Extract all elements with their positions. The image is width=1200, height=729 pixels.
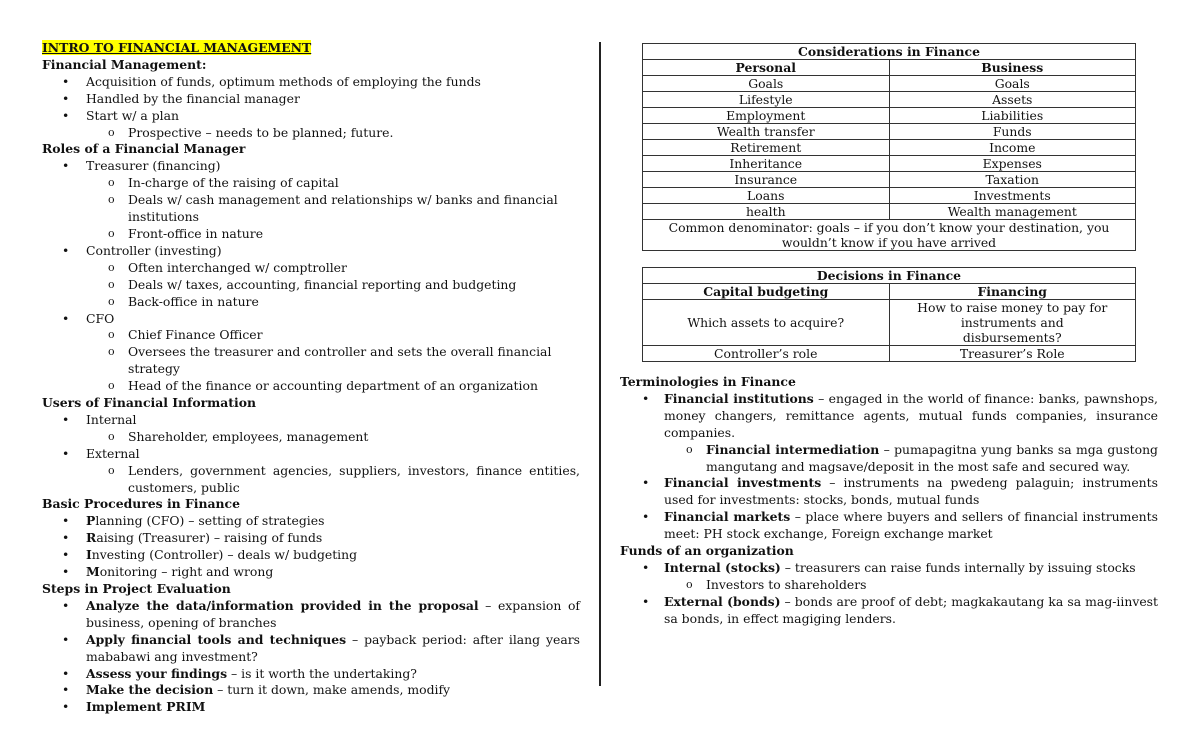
sub-list-item: o Deals w/ cash management and relationships w/ banks and financial institutions (42, 192, 580, 226)
column-divider (599, 42, 601, 686)
terminologies-heading: Terminologies in Finance (620, 374, 796, 389)
sub-list-item: o Head of the finance or accounting department of an organization (42, 378, 580, 395)
step-item: • Assess your findings – is it worth the undertaking? (42, 666, 580, 683)
step-item: • Analyze the data/information provided in the proposal – expansion of business, opening of branches (42, 598, 580, 632)
table-row: Lifestyle Assets (643, 92, 1136, 108)
sub-list-item: o Back-office in nature (42, 294, 580, 311)
sub-list-item: o Prospective – needs to be planned; future. (42, 125, 580, 142)
procedures-heading: Basic Procedures in Finance (42, 496, 240, 512)
procedure-item: • Planning (CFO) – setting of strategies (42, 513, 580, 530)
list-item: • Handled by the financial manager (42, 91, 580, 108)
list-item: • Internal (42, 412, 580, 429)
list-item: • CFO (42, 311, 580, 328)
capital-budgeting-header: Capital budgeting (643, 284, 890, 300)
list-item: • External (42, 446, 580, 463)
term-item: • Financial markets – place where buyers and sellers of financial instruments meet: PH stock exchange, Foreign exchange market (620, 509, 1158, 543)
financial-management-heading: Financial Management: (42, 56, 207, 72)
right-column (620, 43, 1158, 628)
funds-item: • External (bonds) – bonds are proof of debt; magkakautang ka sa mag-iinvest sa bonds, in effect magiging lenders. (620, 594, 1158, 628)
decisions-title: Decisions in Finance (643, 268, 1136, 284)
term-item: • Financial institutions – engaged in the world of finance: banks, pawnshops, money changers, remittance agents, mutual funds companies, insurance companies. (620, 391, 1158, 442)
term-sub-item: o Financial intermediation – pumapagitna yung banks sa mga gustong mangutang and magsave/deposit in the most safe and secured way. (620, 442, 1158, 476)
list-item: • Treasurer (financing) (42, 158, 580, 175)
table-row: health Wealth management (643, 204, 1136, 220)
funds-heading: Funds of an organization (620, 543, 794, 559)
table-row: Employment Liabilities (643, 108, 1136, 124)
step-item: • Implement PRIM (42, 699, 580, 716)
table-row: Loans Investments (643, 188, 1136, 204)
procedure-item: • Raising (Treasurer) – raising of funds (42, 530, 580, 547)
sub-list-item: o Shareholder, employees, management (42, 429, 580, 446)
step-item: • Make the decision – turn it down, make amends, modify (42, 682, 580, 699)
sub-list-item: o In-charge of the raising of capital (42, 175, 580, 192)
table-row: Goals Goals (643, 76, 1136, 92)
sub-list-item: o Lenders, government agencies, suppliers, investors, finance entities, customers, public (42, 463, 580, 497)
considerations-title: Considerations in Finance (643, 44, 1136, 60)
funds-sub-item: o Investors to shareholders (620, 577, 1158, 594)
sub-list-item: o Chief Finance Officer (42, 327, 580, 344)
common-denominator: Common denominator: goals – if you don’t know your destination, you wouldn’t know if you have arrived (643, 220, 1136, 251)
sub-list-item: o Oversees the treasurer and controller and sets the overall financial strategy (42, 344, 580, 378)
sub-list-item: o Front-office in nature (42, 226, 580, 243)
step-item: • Apply financial tools and techniques – payback period: after ilang years mababawi ang investment? (42, 632, 580, 666)
funds-item: • Internal (stocks) – treasurers can raise funds internally by issuing stocks (620, 560, 1158, 577)
list-item: • Controller (investing) (42, 243, 580, 260)
roles-heading: Roles of a Financial Manager (42, 141, 246, 157)
term-item: • Financial investments – instruments na pwedeng palaguin; instruments used for investments: stocks, bonds, mutual funds (620, 475, 1158, 509)
list-item: • Start w/ a plan (42, 108, 580, 125)
table-row: Wealth transfer Funds (643, 124, 1136, 140)
financing-header: Financing (889, 284, 1136, 300)
considerations-table (642, 43, 1136, 251)
table-row: Insurance Taxation (643, 172, 1136, 188)
procedure-item: • Monitoring – right and wrong (42, 564, 580, 581)
table-row: Controller’s role Treasurer’s Role (643, 346, 1136, 362)
personal-header: Personal (643, 60, 890, 76)
list-item: • Acquisition of funds, optimum methods of employing the funds (42, 74, 580, 91)
procedure-item: • Investing (Controller) – deals w/ budgeting (42, 547, 580, 564)
document-title: INTRO TO FINANCIAL MANAGEMENT (42, 40, 312, 55)
sub-list-item: o Often interchanged w/ comptroller (42, 260, 580, 277)
sub-list-item: o Deals w/ taxes, accounting, financial reporting and budgeting (42, 277, 580, 294)
table-row: Inheritance Expenses (643, 156, 1136, 172)
table-row: Which assets to acquire? How to raise money to pay for instruments and disbursements? (643, 300, 1136, 346)
table-row: Retirement Income (643, 140, 1136, 156)
business-header: Business (889, 60, 1136, 76)
left-column (42, 40, 580, 716)
steps-heading: Steps in Project Evaluation (42, 581, 231, 596)
users-heading: Users of Financial Information (42, 395, 257, 411)
decisions-table (642, 267, 1136, 362)
